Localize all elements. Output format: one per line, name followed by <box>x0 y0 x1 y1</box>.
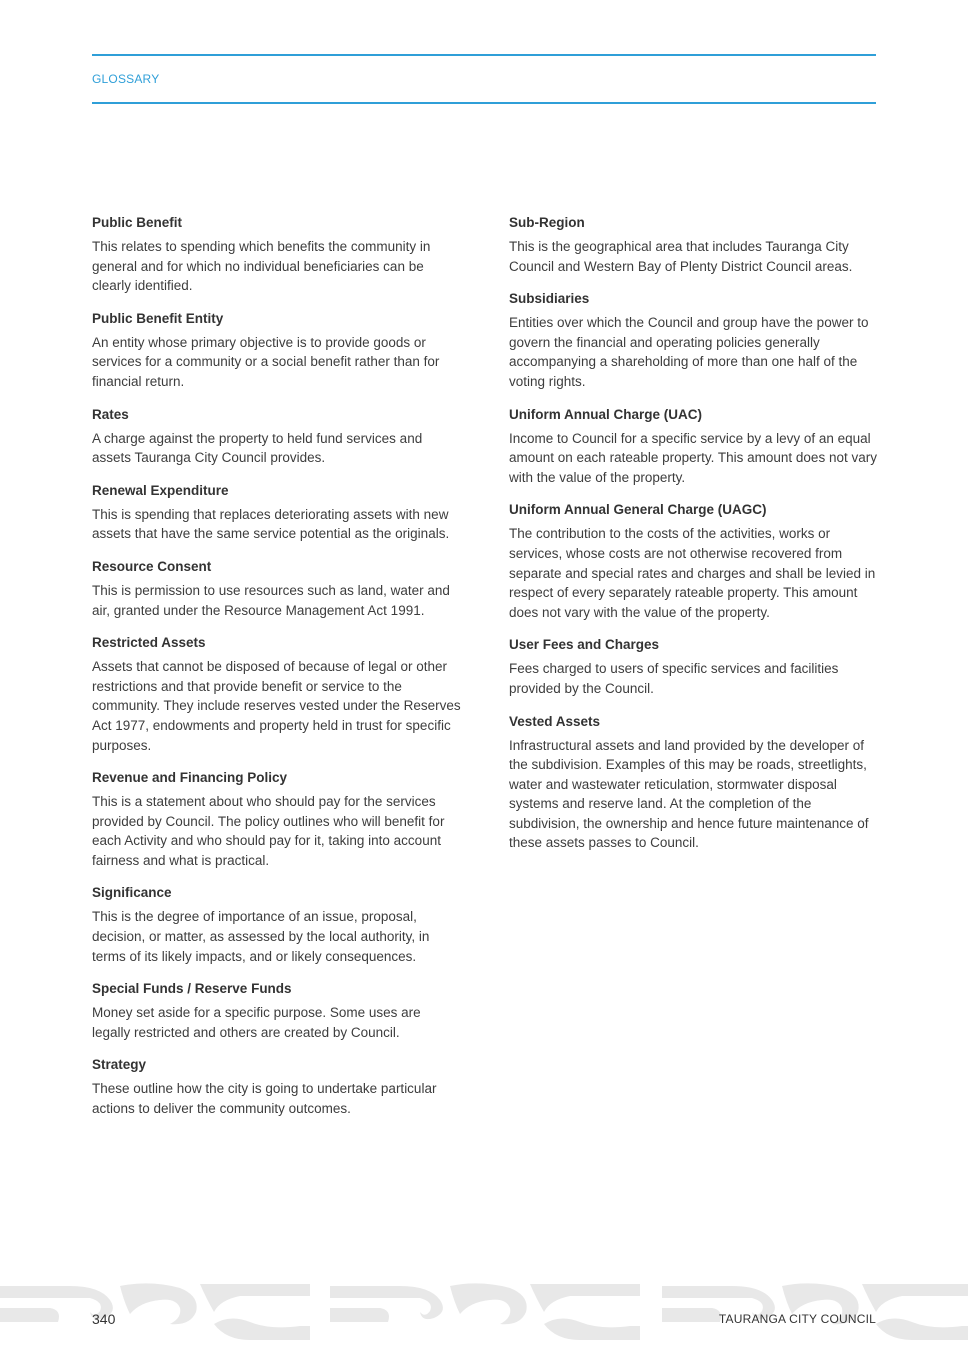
glossary-term: Subsidiaries <box>509 291 590 307</box>
glossary-right-column <box>509 213 879 866</box>
glossary-left-column <box>92 213 462 1132</box>
koru-motif <box>450 1283 527 1324</box>
glossary-term: Rates <box>92 406 129 422</box>
glossary-definition: Fees charged to users of specific services and facilities provided by the Council. <box>509 661 839 696</box>
glossary-term: Resource Consent <box>92 558 212 574</box>
glossary-term: Renewal Expenditure <box>92 482 229 498</box>
glossary-entry <box>92 883 462 966</box>
glossary-term: Strategy <box>92 1057 147 1073</box>
glossary-entry <box>92 481 462 544</box>
page-number: 340 <box>92 1311 116 1327</box>
glossary-term: Public Benefit Entity <box>92 310 224 326</box>
glossary-term: Uniform Annual Charge (UAC) <box>509 406 702 422</box>
glossary-term: Significance <box>92 885 172 901</box>
glossary-entry <box>509 213 879 276</box>
glossary-definition: Infrastructural assets and land provided by the developer of the subdivision. Examples of this may be roads, streetlights, water and wastewater reticulation, stormwater disposal systems and reserve land. At the completion of the subdivision, the ownership and hence future maintenance of these assets passes to Council. <box>509 737 869 851</box>
glossary-definition: This is a statement about who should pay for the services provided by Council. The policy outlines who will benefit for each Activity and who should pay for it, taking into account fairness and what is practical. <box>92 794 445 868</box>
glossary-term: Revenue and Financing Policy <box>92 770 288 786</box>
header-bottom-rule <box>92 102 876 104</box>
koru-motif <box>544 1318 640 1340</box>
glossary-term: User Fees and Charges <box>509 637 660 653</box>
glossary-definition: This relates to spending which benefits the community in general and for which no individual beneficiaries can be clearly identified. <box>92 239 431 294</box>
glossary-entry <box>92 768 462 870</box>
glossary-entry <box>509 500 879 622</box>
glossary-entry <box>92 1055 462 1118</box>
glossary-term: Public Benefit <box>92 215 183 230</box>
glossary-entry <box>92 405 462 468</box>
footer-organization: TAURANGA CITY COUNCIL <box>718 1312 876 1326</box>
glossary-definition: This is the degree of importance of an issue, proposal, decision, or matter, as assessed by the local authority, in terms of its likely impacts, and or likely consequences. <box>92 909 430 964</box>
glossary-term: Restricted Assets <box>92 635 206 651</box>
glossary-definition: These outline how the city is going to undertake particular actions to deliver the community outcomes. <box>92 1081 437 1117</box>
koru-motif <box>200 1284 310 1312</box>
koru-motif <box>876 1318 968 1340</box>
glossary-entry <box>509 405 879 488</box>
glossary-term: Vested Assets <box>509 713 601 729</box>
glossary-term: Sub-Region <box>509 215 585 230</box>
koru-motif <box>0 1308 59 1322</box>
koru-motif <box>330 1308 389 1322</box>
glossary-entry <box>509 289 879 391</box>
glossary-entry <box>92 557 462 620</box>
glossary-definition: This is permission to use resources such as land, water and air, granted under the Resource Management Act 1991. <box>92 582 450 618</box>
glossary-entry <box>92 213 462 296</box>
koru-motif <box>530 1284 640 1312</box>
koru-motif <box>862 1284 968 1312</box>
glossary-definition: Entities over which the Council and group have the power to govern the financial and operating policies generally accompanying a shareholding of more than one half of the voting rights. <box>509 315 869 389</box>
glossary-definition: A charge against the property to held fund services and assets Tauranga City Council provides. <box>92 430 423 466</box>
glossary-entry <box>92 633 462 755</box>
glossary-entry <box>92 309 462 392</box>
glossary-definition: This is the geographical area that includes Tauranga City Council and Western Bay of Plenty District Council areas. <box>509 239 853 274</box>
koru-motif <box>214 1318 310 1340</box>
glossary-definition: Income to Council for a specific service by a levy of an equal amount on each rateable property. This amount does not vary with the value of the property. <box>509 430 877 485</box>
section-title: GLOSSARY <box>92 72 160 86</box>
glossary-definition: Money set aside for a specific purpose. Some uses are legally restricted and others are created by Council. <box>92 1005 421 1040</box>
koru-motif <box>662 1308 721 1322</box>
glossary-definition: An entity whose primary objective is to provide goods or services for a community or a social benefit rather than for financial return. <box>92 334 440 389</box>
glossary-definition: Assets that cannot be disposed of because of legal or other restrictions and that provide benefit or service to the community. They include reserves vested under the Reserves Act 1977, endowments and property held in trust for specific purposes. <box>92 659 461 753</box>
glossary-definition: The contribution to the costs of the activities, works or services, whose costs are not otherwise recovered from separate and special rates and charges and shall be levied in respect of every separately rateable property. This amount does not vary with the value of the property. <box>509 526 876 620</box>
glossary-entry <box>92 979 462 1042</box>
glossary-term: Special Funds / Reserve Funds <box>92 981 292 997</box>
glossary-entry <box>509 635 879 698</box>
glossary-entry <box>509 712 879 854</box>
glossary-term: Uniform Annual General Charge (UAGC) <box>509 502 767 518</box>
koru-motif <box>120 1283 197 1324</box>
glossary-definition: This is spending that replaces deteriorating assets with new assets that have the same service potential as the originals. <box>92 506 450 542</box>
header-top-rule <box>92 54 876 56</box>
